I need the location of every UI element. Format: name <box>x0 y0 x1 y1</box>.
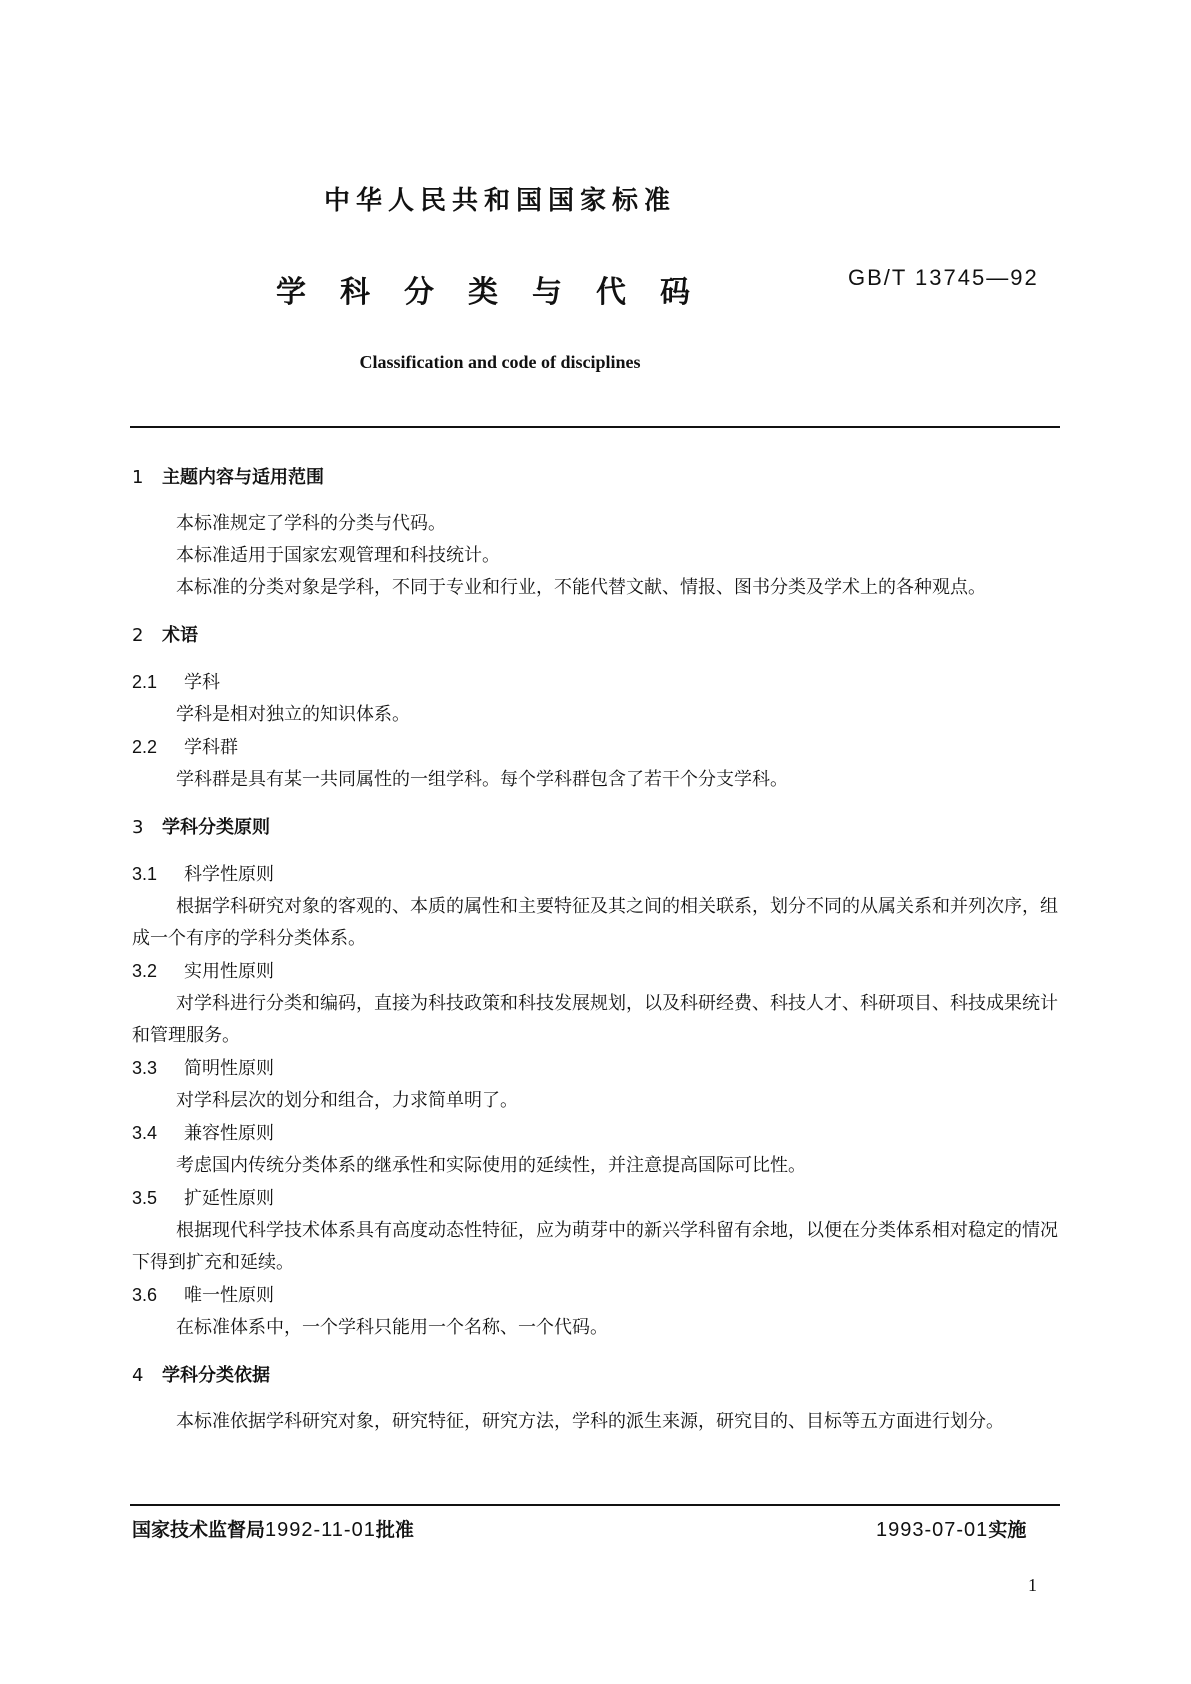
clause-title: 扩延性原则 <box>184 1188 274 1209</box>
clause-title: 兼容性原则 <box>184 1123 274 1144</box>
paragraph: 对学科进行分类和编码，直接为科技政策和科技发展规划，以及科研经费、科技人才、科研项目、科技成果统计和管理服务。 <box>132 993 1058 1046</box>
paragraph: 本标准规定了学科的分类与代码。 <box>176 513 446 534</box>
section-heading <box>132 620 1058 652</box>
section-title: 学科分类原则 <box>162 817 270 838</box>
clause-number: 3.3 <box>132 1058 158 1078</box>
page-number: 1 <box>1028 1575 1037 1595</box>
top-divider <box>130 426 1060 428</box>
bottom-divider <box>130 1504 1060 1506</box>
effective-word: 实施 <box>988 1519 1027 1541</box>
clause-heading <box>132 731 1058 764</box>
approval-line <box>132 1515 414 1542</box>
paragraph: 本标准适用于国家宏观管理和科技统计。 <box>176 545 500 566</box>
paragraph: 学科是相对独立的知识体系。 <box>176 704 410 725</box>
clause-title: 科学性原则 <box>184 864 274 885</box>
clause-heading <box>132 858 1058 891</box>
approver: 国家技术监督局 <box>132 1519 266 1541</box>
clause-number: 3.2 <box>132 961 158 981</box>
section-number: 2 <box>132 625 144 646</box>
section-title: 术语 <box>162 625 198 646</box>
paragraph: 本标准的分类对象是学科，不同于专业和行业，不能代替文献、情报、图书分类及学术上的各种观点。 <box>176 577 986 598</box>
section-number: 4 <box>132 1365 144 1386</box>
clause-number: 2.1 <box>132 672 158 692</box>
approve-word: 批准 <box>375 1519 414 1541</box>
clause-heading <box>132 1182 1058 1215</box>
clause-number: 3.6 <box>132 1285 158 1305</box>
clause-number: 3.5 <box>132 1188 158 1208</box>
clause-title: 简明性原则 <box>184 1058 274 1079</box>
paragraph: 对学科层次的划分和组合，力求简单明了。 <box>176 1090 518 1111</box>
paragraph: 根据现代科学技术体系具有高度动态性特征，应为萌芽中的新兴学科留有余地，以便在分类体系相对稳定的情况下得到扩充和延续。 <box>132 1220 1058 1273</box>
clause-title: 学科 <box>184 672 220 693</box>
effective-date: 1993-07-01 <box>876 1519 989 1541</box>
document-body <box>132 462 1058 1438</box>
section-title: 主题内容与适用范围 <box>162 467 324 488</box>
document-title: 学科分类与代码 <box>276 275 724 310</box>
section-heading <box>132 1360 1058 1392</box>
standard-name: 中华人民共和国国家标准 <box>323 186 676 216</box>
section-heading <box>132 812 1058 844</box>
effective-line <box>876 1515 1026 1542</box>
paragraph: 根据学科研究对象的客观的、本质的属性和主要特征及其之间的相关联系，划分不同的从属关系和并列次序，组成一个有序的学科分类体系。 <box>132 896 1058 949</box>
section-heading <box>132 462 1058 494</box>
paragraph: 本标准依据学科研究对象，研究特征，研究方法，学科的派生来源，研究目的、目标等五方面进行划分。 <box>176 1411 1004 1432</box>
approve-date: 1992-11-01 <box>265 1519 376 1541</box>
section-title: 学科分类依据 <box>162 1365 270 1386</box>
paragraph: 学科群是具有某一共同属性的一组学科。每个学科群包含了若干个分支学科。 <box>176 769 788 790</box>
clause-title: 唯一性原则 <box>184 1285 274 1306</box>
clause-heading <box>132 666 1058 699</box>
clause-heading <box>132 955 1058 988</box>
paragraph: 在标准体系中，一个学科只能用一个名称、一个代码。 <box>176 1317 608 1338</box>
paragraph: 考虑国内传统分类体系的继承性和实际使用的延续性，并注意提高国际可比性。 <box>176 1155 806 1176</box>
clause-heading <box>132 1279 1058 1312</box>
clause-number: 3.1 <box>132 864 158 884</box>
clause-heading <box>132 1117 1058 1150</box>
clause-title: 实用性原则 <box>184 961 274 982</box>
clause-heading <box>132 1052 1058 1085</box>
section-number: 3 <box>132 817 144 838</box>
section-number: 1 <box>132 467 144 488</box>
clause-number: 2.2 <box>132 737 158 757</box>
standard-code: GB/T 13745—92 <box>848 265 1039 290</box>
clause-number: 3.4 <box>132 1123 158 1143</box>
english-title: Classification and code of disciplines <box>359 352 641 372</box>
clause-title: 学科群 <box>184 737 238 758</box>
